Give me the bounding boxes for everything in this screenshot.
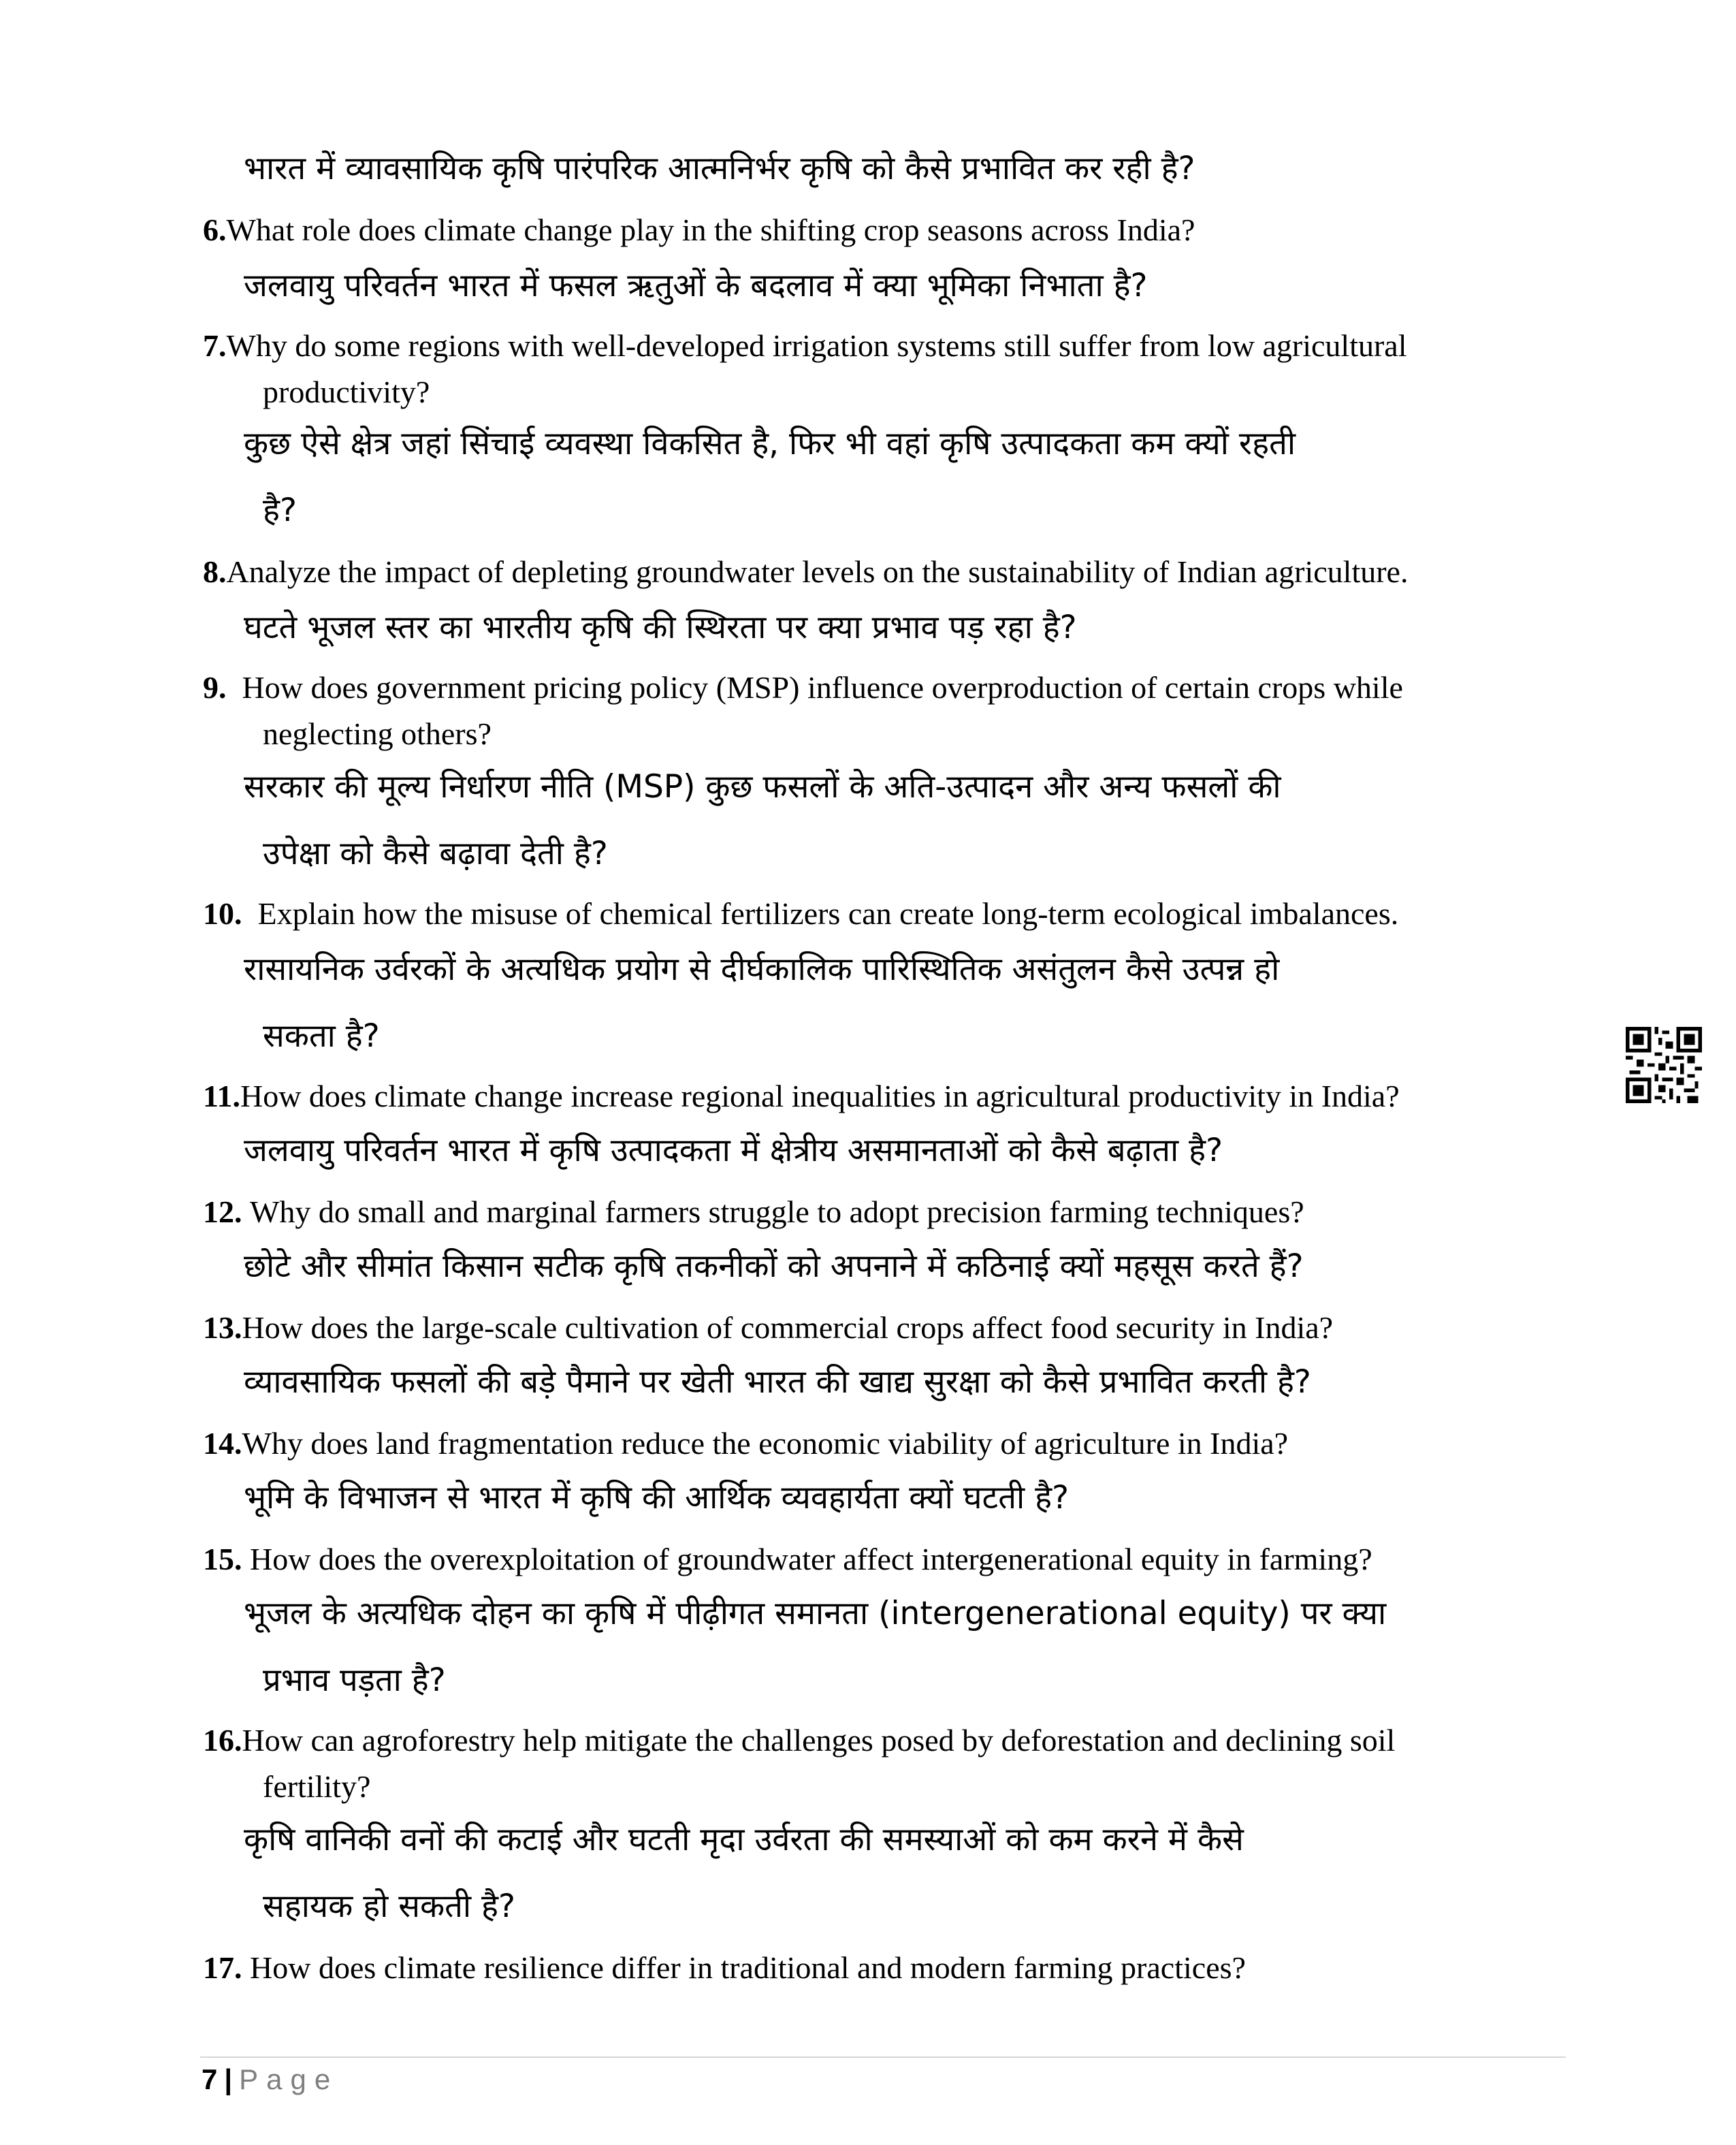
question-number: 7. <box>203 328 227 363</box>
question-11 <box>203 1076 1400 1117</box>
question-number: 14. <box>203 1426 242 1461</box>
question-5-hindi: भारत में व्यावसायिक कृषि पारंपरिक आत्मनिर्भर कृषि को कैसे प्रभावित कर रही है? <box>244 150 1195 187</box>
question-16-continued: fertility? <box>263 1769 371 1804</box>
question-13-hindi: व्यावसायिक फसलों की बड़े पैमाने पर खेती भारत की खाद्य सुरक्षा को कैसे प्रभावित करती है? <box>244 1363 1311 1401</box>
question-number: 8. <box>203 554 227 589</box>
question-16-hindi-continued: सहायक हो सकती है? <box>263 1888 515 1925</box>
footer-separator: | <box>224 2063 233 2095</box>
question-12-hindi: छोटे और सीमांत किसान सटीक कृषि तकनीकों को अपनाने में कठिनाई क्यों महसूस करते हैं? <box>244 1248 1304 1285</box>
question-14 <box>203 1423 1288 1464</box>
question-number: 11. <box>203 1079 240 1113</box>
question-10-hindi-continued: सकता है? <box>263 1017 380 1055</box>
question-text: Why do small and marginal farmers struggle to adopt precision farming techniques? <box>250 1194 1304 1229</box>
question-15 <box>203 1539 1372 1580</box>
question-text: How does the large-scale cultivation of commercial crops affect food security in India? <box>242 1310 1334 1345</box>
question-text: Why does land fragmentation reduce the economic viability of agriculture in India? <box>242 1426 1289 1461</box>
question-number: 17. <box>203 1950 242 1985</box>
question-number: 9. <box>203 670 227 705</box>
question-7 <box>203 325 1407 366</box>
question-12 <box>203 1192 1304 1233</box>
question-11-hindi: जलवायु परिवर्तन भारत में कृषि उत्पादकता में क्षेत्रीय असमानताओं को कैसे बढ़ाता है? <box>244 1132 1223 1169</box>
question-8 <box>203 552 1408 592</box>
question-16 <box>203 1720 1395 1761</box>
question-number: 13. <box>203 1310 242 1345</box>
question-7-hindi: कुछ ऐसे क्षेत्र जहां सिंचाई व्यवस्था विकसित है, फिर भी वहां कृषि उत्पादकता कम क्यों रहती <box>244 425 1296 462</box>
question-17 <box>203 1948 1246 1988</box>
question-number: 12. <box>203 1194 242 1229</box>
question-text: Analyze the impact of depleting groundwater levels on the sustainability of Indian agriculture. <box>226 554 1409 589</box>
question-9-hindi-continued: उपेक्षा को कैसे बढ़ावा देती है? <box>263 835 608 872</box>
question-13 <box>203 1307 1333 1348</box>
question-9-hindi: सरकार की मूल्य निर्धारण नीति (MSP) कुछ फसलों के अति-उत्पादन और अन्य फसलों की <box>244 768 1281 806</box>
question-15-hindi: भूजल के अत्यधिक दोहन का कृषि में पीढ़ीगत समानता (intergenerational equity) पर क्या <box>244 1595 1387 1632</box>
question-text: How does climate change increase regional inequalities in agricultural productivity in India? <box>240 1079 1400 1113</box>
question-text: Explain how the misuse of chemical fertilizers can create long-term ecological imbalances. <box>257 896 1399 931</box>
question-15-hindi-continued: प्रभाव पड़ता है? <box>263 1662 446 1699</box>
question-text: How does the overexploitation of groundwater affect intergenerational equity in farming? <box>250 1542 1372 1576</box>
question-9-continued: neglecting others? <box>263 716 492 751</box>
question-text: How can agroforestry help mitigate the challenges posed by deforestation and declining soil <box>242 1723 1396 1758</box>
question-text: How does climate resilience differ in traditional and modern farming practices? <box>250 1950 1246 1985</box>
question-7-hindi-continued: है? <box>263 492 297 529</box>
page-label: Page <box>239 2063 339 2095</box>
question-number: 15. <box>203 1542 242 1576</box>
footer-divider <box>200 2056 1566 2058</box>
question-number: 6. <box>203 212 227 247</box>
page-number: 7 <box>202 2063 218 2095</box>
question-number: 16. <box>203 1723 242 1758</box>
question-14-hindi: भूमि के विभाजन से भारत में कृषि की आर्थिक व्यवहार्यता क्यों घटती है? <box>244 1479 1070 1516</box>
question-8-hindi: घटते भूजल स्तर का भारतीय कृषि की स्थिरता पर क्या प्रभाव पड़ रहा है? <box>244 609 1077 646</box>
qr-code-icon <box>1626 1027 1702 1103</box>
question-6 <box>203 210 1195 251</box>
question-7-continued: productivity? <box>263 375 430 409</box>
question-text: What role does climate change play in the shifting crop seasons across India? <box>226 212 1195 247</box>
page-footer <box>202 2061 338 2099</box>
question-number: 10. <box>203 896 242 931</box>
question-text: Why do some regions with well-developed irrigation systems still suffer from low agricultural <box>226 328 1407 363</box>
question-text: How does government pricing policy (MSP) influence overproduction of certain crops while <box>242 670 1403 705</box>
question-10-hindi: रासायनिक उर्वरकों के अत्यधिक प्रयोग से दीर्घकालिक पारिस्थितिक असंतुलन कैसे उत्पन्न हो <box>244 951 1280 988</box>
question-10 <box>203 893 1398 934</box>
question-6-hindi: जलवायु परिवर्तन भारत में फसल ऋतुओं के बदलाव में क्या भूमिका निभाता है? <box>244 267 1148 304</box>
question-16-hindi: कृषि वानिकी वनों की कटाई और घटती मृदा उर्वरता की समस्याओं को कम करने में कैसे <box>244 1821 1244 1858</box>
question-9 <box>203 667 1403 708</box>
